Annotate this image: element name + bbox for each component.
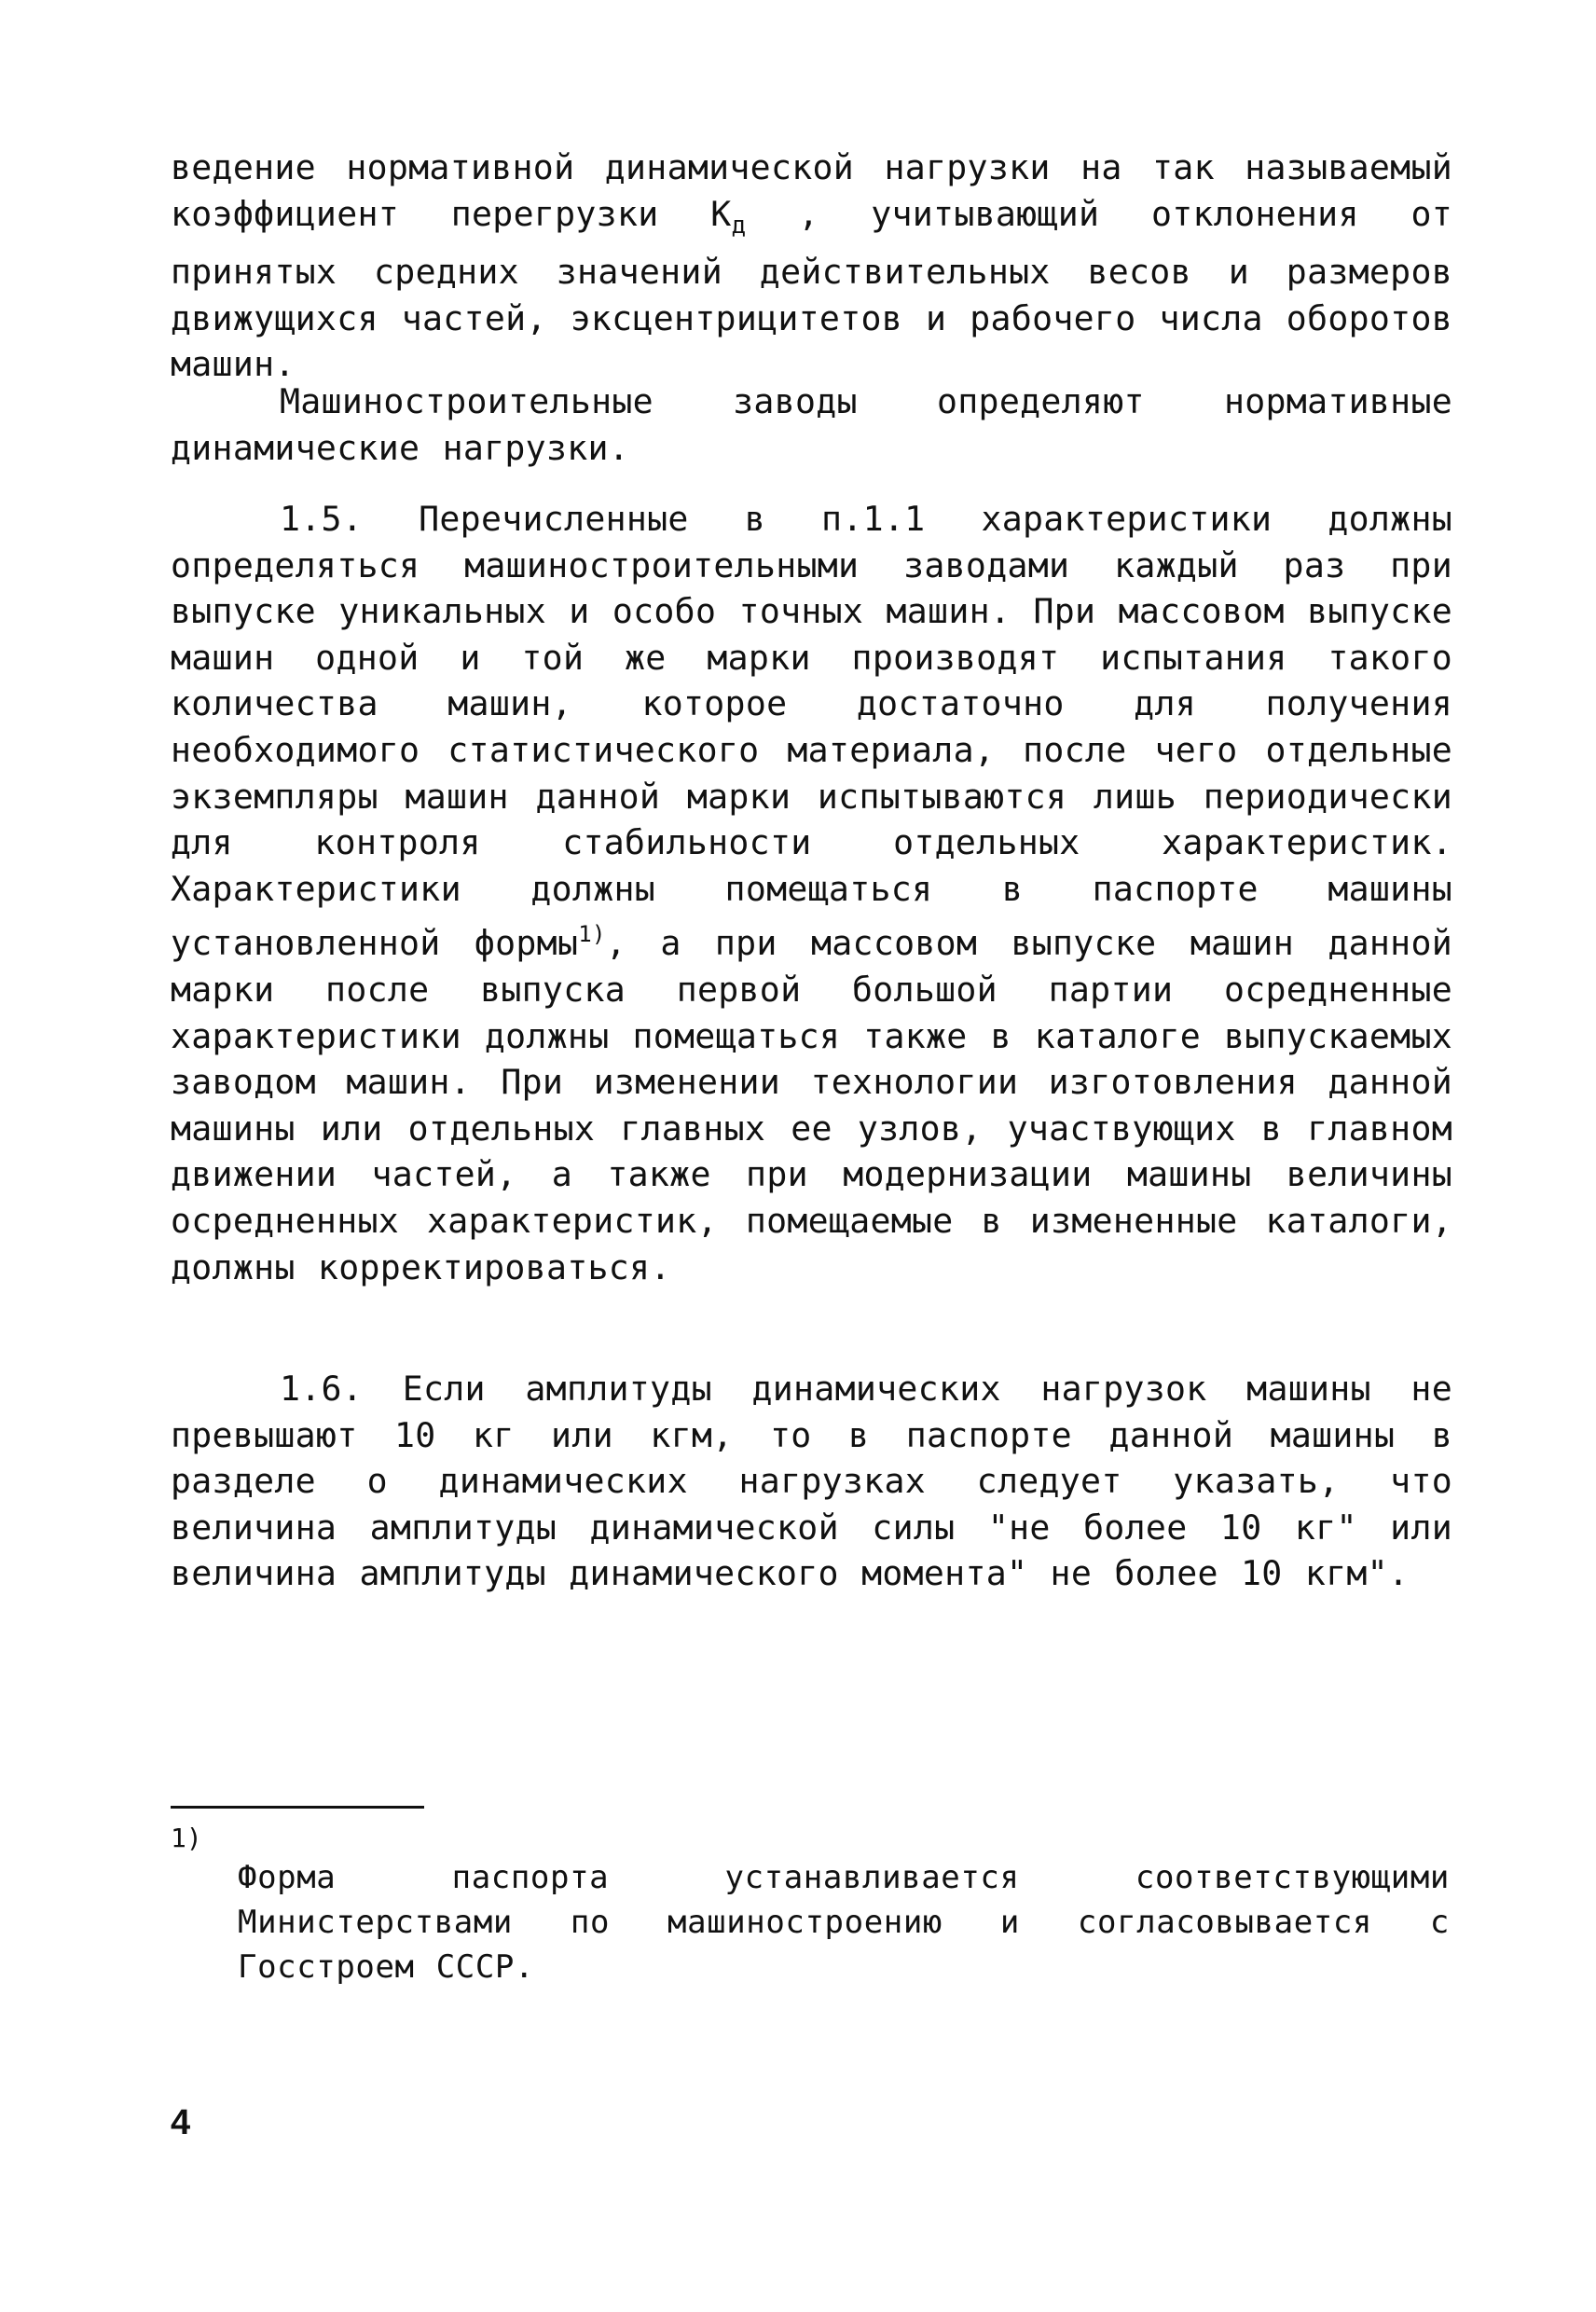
footnote-text: Форма паспорта устанавливается соответствующими Министерствами по машиностроению и согласовывается с Госстроем СССР. (238, 1859, 1450, 1986)
coefficient-subscript: д (731, 211, 747, 240)
page-number: 4 (171, 2103, 191, 2142)
paragraph-text: , а при массовом выпуске машин данной марки после выпуска первой большой партии осредненные характеристики должны помещаться также в каталоге выпускаемых заводом машин. При изменении технологии изготовления данной машины или отдельных главных ее узлов, участвующих в главном движении частей, а также при модернизации машины величины осредненных характеристик, помещаемые в измененные каталоги, должны корректироваться. (171, 923, 1452, 1287)
paragraph-text: , учитывающий отклонения от принятых средних значений действительных весов и размеров движущихся частей, эксцентрицитетов и рабочего числа оборотов машин. (171, 193, 1452, 385)
paragraph-section-1-5 (171, 496, 1452, 1290)
footnote-divider (171, 1806, 424, 1809)
paragraph-dynamic-load-coefficient (171, 144, 1452, 388)
paragraph-section-1-6: 1.6. Если амплитуды динамических нагрузок машины не превышают 10 кг или кгм, то в паспорте данной машины в разделе о динамических нагрузках следует указать, что величина амплитуды динамической силы "не более 10 кг" или величина амплитуды динамического момента" не более 10 кгм". (171, 1369, 1452, 1594)
paragraph-factories-determine: Машиностроительные заводы определяют нормативные динамические нагрузки. (171, 381, 1452, 468)
footnote-reference: 1) (578, 921, 606, 948)
paragraph-text: ведение нормативной динамической нагрузки на так называемый коэффициент перегрузки К (171, 147, 1452, 234)
footnote-marker: 1) (171, 1823, 202, 1853)
paragraph-text: 1.5. Перечисленные в п.1.1 характеристики должны определяться машиностроительными заводами каждый раз при выпуске уникальных и особо точных машин. При массовом выпуске машин одной и той же марки производят испытания такого количества машин, которое достаточно для получения необходимого статистического материала, после чего отдельные экземпляры машин данной марки испытываются лишь периодически для контроля стабильности отдельных характеристик. Характеристики должны помещаться в паспорте машины установленной формы (171, 499, 1452, 964)
